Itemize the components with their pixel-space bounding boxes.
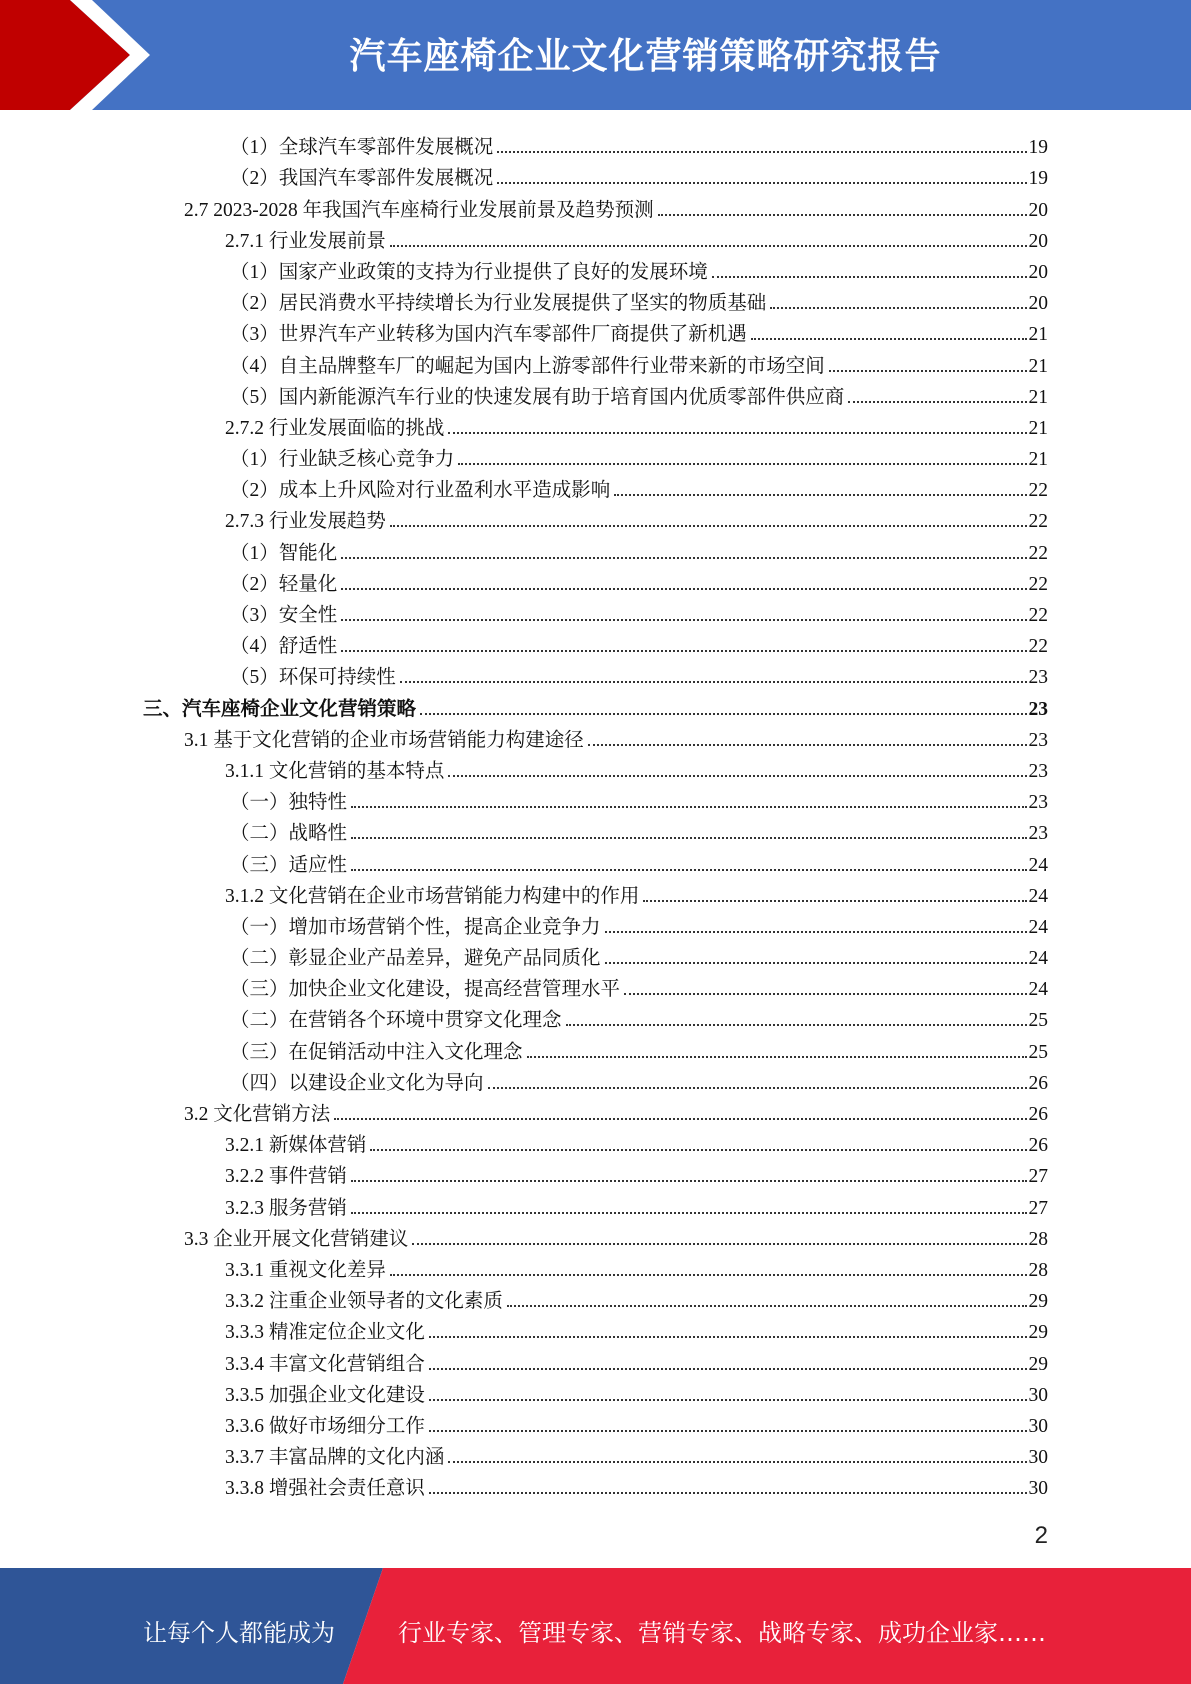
toc-entry-title: （1）全球汽车零部件发展概况 [230,137,494,159]
toc-entry[interactable] [0,596,1191,627]
toc-dot-leader [848,400,1026,403]
toc-dot-leader [341,587,1026,590]
toc-dot-leader [458,462,1026,465]
toc-entry[interactable] [0,1157,1191,1188]
toc-dot-leader [400,680,1027,683]
toc-entry-title: 3.3.4 丰富文化营销组合 [225,1353,425,1375]
toc-dot-leader [351,868,1026,871]
toc-dot-leader [351,1211,1027,1214]
toc-entry[interactable] [0,1438,1191,1469]
toc-dot-leader [334,1117,1026,1120]
toc-entry-page: 23 [1028,760,1048,782]
toc-dot-leader [770,306,1026,309]
toc-dot-leader [429,1398,1027,1401]
toc-entry-page: 30 [1028,1447,1048,1469]
toc-dot-leader [429,1367,1027,1370]
toc-dot-leader [351,805,1026,808]
toc-entry[interactable] [0,814,1191,845]
toc-entry[interactable] [0,845,1191,876]
toc-entry[interactable] [0,1001,1191,1032]
toc-dot-leader [614,493,1026,496]
toc-entry-page: 23 [1028,698,1048,720]
toc-dot-leader [429,1335,1027,1338]
toc-entry-page: 24 [1028,979,1048,1001]
toc-dot-leader [429,1491,1027,1494]
toc-entry-page: 30 [1028,1415,1048,1437]
toc-entry-page: 26 [1028,1104,1048,1125]
toc-entry-title: 2.7 2023-2028 年我国汽车座椅行业发展前景及趋势预测 [184,199,654,221]
toc-entry-page: 22 [1028,511,1048,533]
toc-dot-leader [566,1023,1027,1026]
toc-entry[interactable] [0,721,1191,752]
toc-entry-title: （2）成本上升风险对行业盈利水平造成影响 [230,480,611,502]
footer-slogan-left: 让每个人都能成为 [143,1619,335,1647]
toc-dot-leader [507,1304,1027,1307]
toc-entry[interactable] [0,1126,1191,1157]
toc-entry-page: 22 [1028,636,1048,658]
toc-dot-leader [605,930,1027,933]
toc-entry-title: （3）安全性 [230,605,338,626]
toc-entry-page: 25 [1028,1010,1048,1032]
toc-dot-leader [751,337,1027,340]
report-title: 汽车座椅企业文化营销策略研究报告 [349,36,942,77]
toc-entry-title: （5）国内新能源汽车行业的快速发展有助于培育国内优质零部件供应商 [230,386,845,408]
toc-dot-leader [390,244,1027,247]
toc-entry-title: （3）世界汽车产业转移为国内汽车零部件厂商提供了新机遇 [230,324,747,346]
toc-entry-page: 30 [1028,1478,1048,1500]
toc-entry-page: 22 [1028,480,1048,502]
page-number: 2 [1034,1522,1048,1549]
toc-entry[interactable] [0,1344,1191,1375]
toc-entry-page: 20 [1028,293,1048,315]
toc-entry-title: 3.3.5 加强企业文化建设 [225,1384,425,1406]
toc-entry-page: 29 [1028,1291,1048,1313]
toc-entry-title: （三）在促销活动中注入文化理念 [230,1041,523,1063]
toc-entry[interactable] [0,502,1191,533]
toc-dot-leader [588,743,1027,746]
toc-entry-title: 2.7.3 行业发展趋势 [225,511,386,533]
toc-entry[interactable] [0,1095,1191,1126]
toc-entry[interactable] [0,1313,1191,1344]
toc-dot-leader [412,1242,1026,1245]
toc-entry-page: 28 [1028,1228,1048,1250]
toc-entry-title: （2）我国汽车零部件发展概况 [230,168,494,190]
toc-entry-title: （三）适应性 [230,854,348,876]
toc-entry[interactable] [0,752,1191,783]
toc-entry-title: （一）独特性 [230,792,348,814]
toc-entry-title: 3.2.3 服务营销 [225,1197,347,1219]
toc-entry[interactable] [0,689,1191,720]
toc-dot-leader [605,961,1027,964]
toc-dot-leader [488,1086,1027,1089]
toc-entry-page: 29 [1028,1322,1048,1344]
toc-entry-page: 23 [1028,792,1048,814]
toc-entry-page: 19 [1028,137,1048,159]
toc-entry-title: 3.2.1 新媒体营销 [225,1135,367,1157]
toc-dot-leader [341,618,1026,621]
toc-dot-leader [448,1460,1026,1463]
toc-entry[interactable] [0,1188,1191,1219]
toc-entry-page: 20 [1028,199,1048,221]
toc-entry-page: 25 [1028,1041,1048,1063]
toc-entry-title: 三、汽车座椅企业文化营销策略 [143,698,417,720]
toc-entry[interactable] [0,908,1191,939]
toc-entry[interactable] [0,1032,1191,1063]
toc-entry-page: 21 [1028,355,1048,377]
toc-entry[interactable] [0,1064,1191,1095]
toc-entry[interactable] [0,1282,1191,1313]
toc-entry-page: 21 [1028,324,1048,346]
toc-entry-page: 22 [1028,573,1048,595]
toc-entry[interactable] [0,346,1191,377]
toc-dot-leader [351,836,1026,839]
toc-entry-page: 26 [1028,1135,1048,1157]
toc-entry-page: 23 [1028,667,1048,689]
toc-entry[interactable] [0,378,1191,409]
toc-entry-title: （4）自主品牌整车厂的崛起为国内上游零部件行业带来新的市场空间 [230,355,825,377]
toc-entry-page: 20 [1028,261,1048,283]
toc-entry[interactable] [0,222,1191,253]
toc-entry-page: 24 [1028,854,1048,876]
toc-entry-title: （1）行业缺乏核心竞争力 [230,449,455,471]
toc-entry-title: （1）智能化 [230,542,338,564]
toc-entry-page: 30 [1028,1384,1048,1406]
footer-slogan-right: 行业专家、管理专家、营销专家、战略专家、成功企业家…… [398,1619,1046,1647]
toc-entry-title: 3.3.1 重视文化差异 [225,1259,386,1281]
toc-dot-leader [624,992,1026,995]
toc-entry-title: （三）加快企业文化建设，提高经营管理水平 [230,979,621,1001]
toc-entry-title: 3.1.2 文化营销在企业市场营销能力构建中的作用 [225,885,640,907]
toc-entry[interactable] [0,970,1191,1001]
toc-entry[interactable] [0,658,1191,689]
toc-entry[interactable] [0,533,1191,564]
toc-entry-page: 22 [1028,605,1048,626]
toc-entry[interactable] [0,627,1191,658]
toc-entry[interactable] [0,190,1191,221]
toc-dot-leader [390,1273,1027,1276]
toc-dot-leader [448,431,1026,434]
toc-entry-page: 22 [1028,542,1048,564]
toc-entry-title: （一）增加市场营销个性，提高企业竞争力 [230,916,601,938]
page-header [0,0,1191,110]
toc-entry-page: 29 [1028,1353,1048,1375]
toc-entry[interactable] [0,409,1191,440]
toc-dot-leader [341,649,1026,652]
toc-dot-leader [497,150,1026,153]
toc-entry[interactable] [0,315,1191,346]
toc-entry-title: 3.3.6 做好市场细分工作 [225,1415,425,1437]
toc-entry-title: （2）居民消费水平持续增长为行业发展提供了坚实的物质基础 [230,293,767,315]
toc-entry[interactable] [0,1407,1191,1438]
toc-dot-leader [527,1055,1027,1058]
toc-entry[interactable] [0,128,1191,159]
toc-entry-page: 27 [1028,1166,1048,1188]
toc-entry[interactable] [0,1251,1191,1282]
toc-entry-title: （4）舒适性 [230,636,338,658]
toc-entry[interactable] [0,1469,1191,1500]
toc-entry-title: （二）在营销各个环境中贯穿文化理念 [230,1010,562,1032]
toc-entry-title: 2.7.2 行业发展面临的挑战 [225,417,445,439]
toc-dot-leader [390,524,1027,527]
toc-entry-page: 24 [1028,948,1048,970]
toc-dot-leader [448,774,1026,777]
toc-entry-title: 3.3.3 精准定位企业文化 [225,1322,425,1344]
toc-entry[interactable] [0,939,1191,970]
toc-entry-page: 21 [1028,449,1048,471]
toc-entry-title: 3.3.2 注重企业领导者的文化素质 [225,1291,503,1313]
toc-entry-title: （2）轻量化 [230,573,338,595]
toc-dot-leader [429,1429,1027,1432]
toc-dot-leader [341,556,1026,559]
toc-entry-title: 3.3.8 增强社会责任意识 [225,1478,425,1500]
toc-dot-leader [829,369,1027,372]
toc-entry-page: 19 [1028,168,1048,190]
toc-entry-page: 23 [1028,729,1048,751]
toc-entry-title: （二）彰显企业产品差异，避免产品同质化 [230,948,601,970]
toc-entry-page: 28 [1028,1259,1048,1281]
toc-entry-title: 3.1 基于文化营销的企业市场营销能力构建途径 [184,729,584,751]
toc-entry-title: （二）战略性 [230,823,348,845]
toc-entry-page: 24 [1028,916,1048,938]
toc-entry-page: 23 [1028,823,1048,845]
toc-entry-title: 3.3.7 丰富品牌的文化内涵 [225,1447,445,1469]
toc-entry-title: （四）以建设企业文化为导向 [230,1072,484,1094]
toc-entry-page: 27 [1028,1197,1048,1219]
toc-entry-title: 3.1.1 文化营销的基本特点 [225,760,445,782]
toc-dot-leader [420,712,1026,715]
toc-entry-title: 3.2 文化营销方法 [184,1104,331,1125]
toc-entry[interactable] [0,565,1191,596]
page-footer [0,1568,1191,1684]
toc-entry[interactable] [0,284,1191,315]
toc-entry[interactable] [0,877,1191,908]
toc-entry-page: 24 [1028,885,1048,907]
toc-entry[interactable] [0,253,1191,284]
toc-entry-title: 2.7.1 行业发展前景 [225,230,386,252]
toc-dot-leader [712,275,1027,278]
toc-entry-title: （5）环保可持续性 [230,667,396,689]
toc-entry-page: 21 [1028,417,1048,439]
toc-entry-title: （1）国家产业政策的支持为行业提供了良好的发展环境 [230,261,708,283]
toc-dot-leader [643,899,1026,902]
toc-entry[interactable] [0,1376,1191,1407]
toc-dot-leader [658,213,1027,216]
toc-entry[interactable] [0,159,1191,190]
toc-entry-title: 3.2.2 事件营销 [225,1166,347,1188]
toc-dot-leader [370,1148,1026,1151]
toc-dot-leader [351,1179,1027,1182]
toc-entry-page: 20 [1028,230,1048,252]
toc-entry-title: 3.3 企业开展文化营销建议 [184,1228,409,1250]
toc-dot-leader [497,181,1026,184]
table-of-contents [0,128,1191,1500]
toc-entry[interactable] [0,471,1191,502]
toc-entry-page: 26 [1028,1072,1048,1094]
toc-entry[interactable] [0,440,1191,471]
toc-entry[interactable] [0,1220,1191,1251]
toc-entry[interactable] [0,783,1191,814]
toc-entry-page: 21 [1028,386,1048,408]
